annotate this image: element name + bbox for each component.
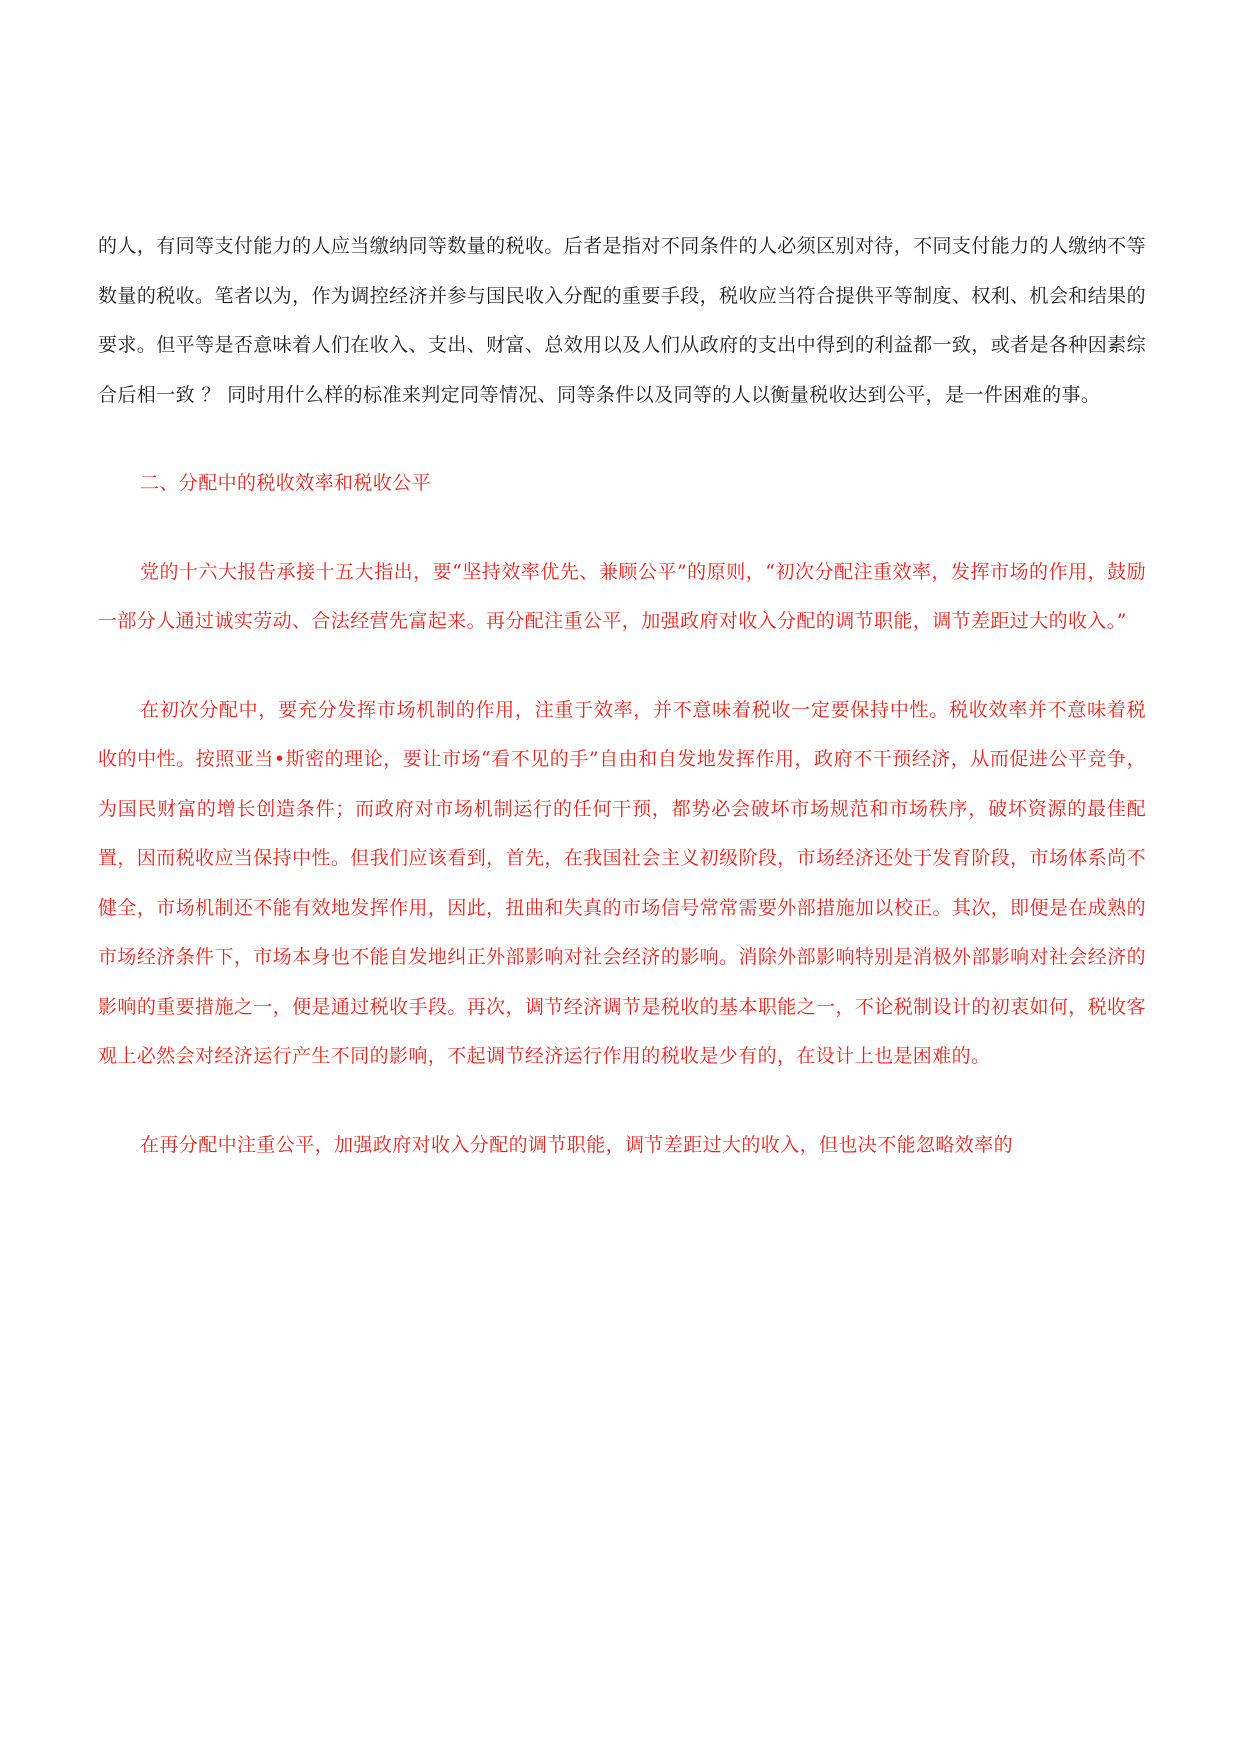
section-heading: 二、分配中的税收效率和税收公平 bbox=[140, 472, 432, 494]
paragraph-redistribution: 在再分配中注重公平，加强政府对收入分配的调节职能，调节差距过大的收入，但也决不能忽略效率的 bbox=[140, 1133, 1014, 1156]
paragraph-initial-distribution: 在初次分配中，要充分发挥市场机制的作用，注重于效率，并不意味着税收一定要保持中性。税收效率并不意味着税收的中性。按照亚当•斯密的理论，要让市场“看不见的手”自由和自发地发挥作用，政府不干预经济，从而促进公平竞争，为国民财富的增长创造条件；而政府对市场机制运行的任何干预，都势必会破坏市场规范和市场秩序，破坏资源的最佳配置，因而税收应当保持中性。但我们应该看到，首先，在我国社会主义初级阶段，市场经济还处于发育阶段，市场体系尚不健全，市场机制还不能有效地发挥作用，因此，扭曲和失真的市场信号常常需要外部措施加以校正。其次，即便是在成熟的市场经济条件下，市场本身也不能自发地纠正外部影响对社会经济的影响。消除外部影响特别是消极外部影响对社会经济的影响的重要措施之一，便是通过税收手段。再次，调节经济调节是税收的基本职能之一，不论税制设计的初衷如何，税收客观上必然会对经济运行产生不同的影响，不起调节经济运行作用的税收是少有的，在设计上也是困难的。 bbox=[98, 698, 1146, 1067]
document-body bbox=[98, 222, 1146, 1170]
paragraph-continuation: 的人，有同等支付能力的人应当缴纳同等数量的税收。后者是指对不同条件的人必须区别对待，不同支付能力的人缴纳不等数量的税收。笔者以为，作为调控经济并参与国民收入分配的重要手段，税收应当符合提供平等制度、权利、机会和结果的要求。但平等是否意味着人们在收入、支出、财富、总效用以及人们从政府的支出中得到的利益都一致，或者是各种因素综合后相一致 ？ 同时用什么样的标准来判定同等情况、同等条件以及同等的人以衡量税收达到公平，是一件困难的事。 bbox=[98, 235, 1146, 406]
paragraph-party-report: 党的十六大报告承接十五大指出，要“坚持效率优先、兼顾公平”的原则，“初次分配注重效率，发挥市场的作用，鼓励一部分人通过诚实劳动、合法经营先富起来。再分配注重公平，加强政府对收入分配的调节职能，调节差距过大的收入。” bbox=[98, 560, 1146, 632]
